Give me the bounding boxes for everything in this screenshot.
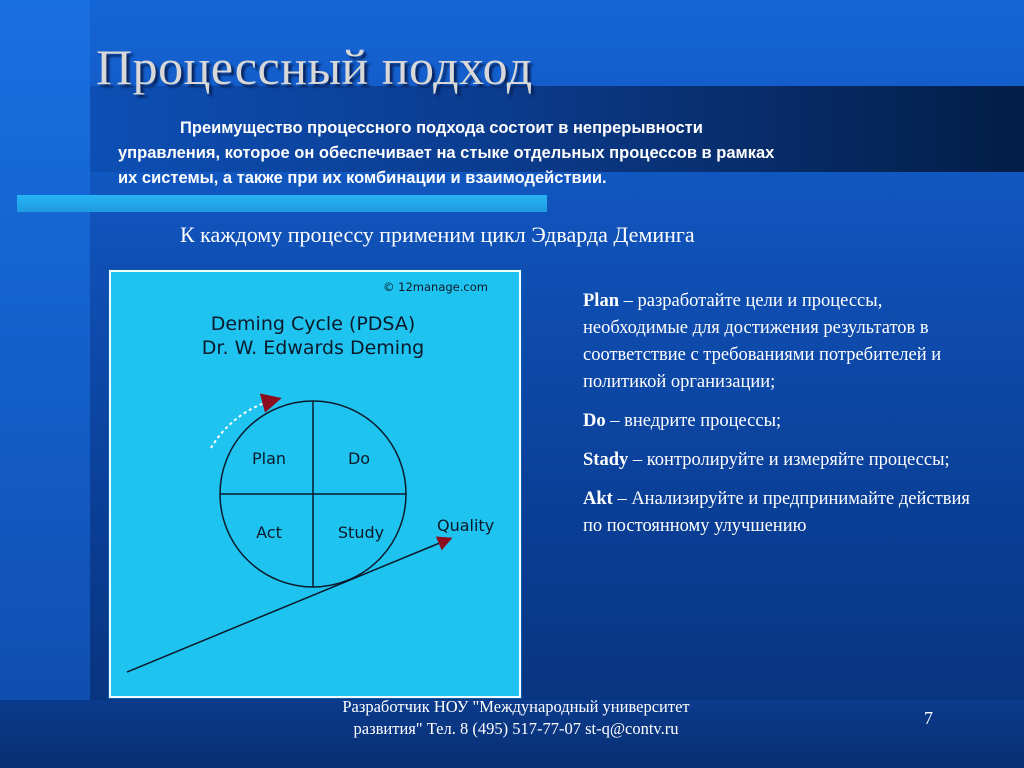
intro-paragraph	[118, 116, 938, 191]
slide-subtitle: К каждому процессу применим цикл Эдварда Деминга	[180, 222, 695, 247]
step-description: – разработайте цели и процессы, необходимые для достижения результатов в соответствие с требованиями потребителей и политикой организации;	[583, 291, 942, 392]
footer-line-1: Разработчик НОУ "Международный университет	[342, 697, 690, 716]
intro-line-1: Преимущество процессного подхода состоит в непрерывности	[180, 119, 703, 137]
page-number: 7	[924, 708, 933, 728]
quadrant-plan: Plan	[251, 449, 287, 468]
intro-line-2: управления, которое он обеспечивает на стыке отдельных процессов в рамках	[118, 144, 775, 162]
figure-title: Deming Cycle (PDSA)	[210, 313, 416, 335]
slide-title: Процессный подход	[96, 39, 533, 95]
quadrant-act: Act	[256, 523, 282, 542]
figure-author: Dr. W. Edwards Deming	[201, 337, 425, 359]
quality-arrow	[127, 540, 447, 672]
deming-cycle-diagram	[111, 272, 519, 696]
step-term: Akt	[583, 489, 613, 509]
step-act	[583, 486, 983, 540]
step-term: Stady	[583, 450, 629, 470]
quality-label: Quality	[437, 516, 495, 535]
accent-bar	[17, 195, 547, 212]
intro-line-3: их системы, а также при их комбинации и взаимодействии.	[118, 169, 607, 187]
quadrant-do: Do	[347, 449, 371, 468]
step-description: – контролируйте и измеряйте процессы;	[628, 450, 950, 470]
footer-line-2: развития" Тел. 8 (495) 517-77-07 st-q@contv.ru	[353, 719, 679, 738]
cycle-rotation-arrow	[211, 400, 274, 448]
step-plan	[583, 288, 983, 396]
step-term: Plan	[583, 291, 619, 311]
footer	[290, 696, 742, 740]
left-strip	[0, 0, 90, 768]
step-term: Do	[583, 411, 606, 431]
step-do	[583, 408, 983, 435]
deming-cycle-figure	[109, 270, 521, 698]
pdsa-steps	[583, 288, 983, 552]
figure-copyright: © 12manage.com	[383, 280, 488, 294]
step-description: – внедрите процессы;	[605, 411, 782, 431]
quadrant-study: Study	[337, 523, 385, 542]
step-study	[583, 447, 983, 474]
step-description: – Анализируйте и предпринимайте действия по постоянному улучшению	[583, 489, 970, 536]
